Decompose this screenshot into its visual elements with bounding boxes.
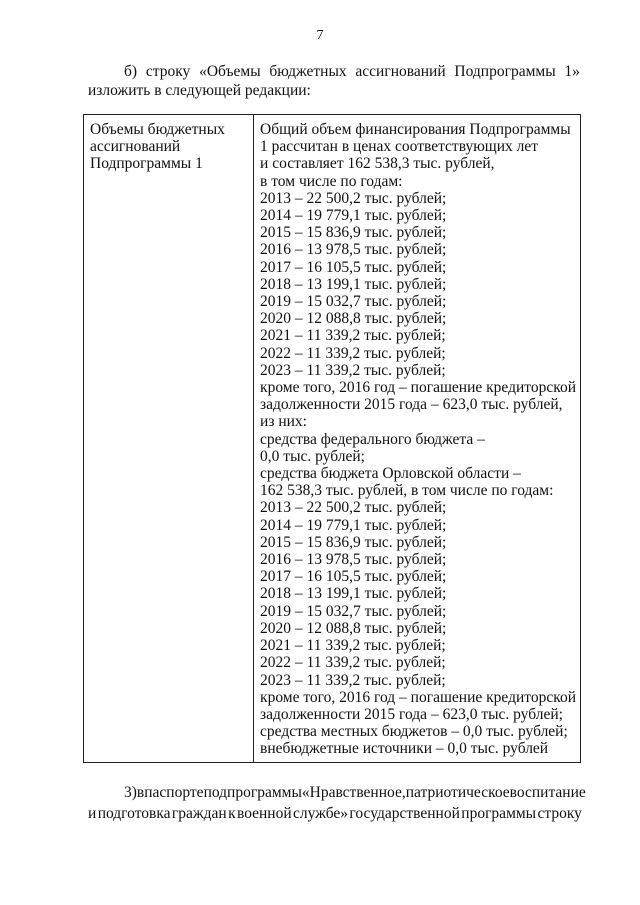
content-line: 2022 – 11 339,2 тыс. рублей; <box>260 654 446 672</box>
content-line: 2017 – 16 105,5 тыс. рублей; <box>260 258 447 276</box>
content-line: 2022 – 11 339,2 тыс. рублей; <box>260 344 446 362</box>
content-line: 2014 – 19 779,1 тыс. рублей; <box>260 516 447 534</box>
content-line: 2021 – 11 339,2 тыс. рублей; <box>260 327 446 345</box>
content-line: 2013 – 22 500,2 тыс. рублей; <box>260 499 447 517</box>
content-line: 2020 – 12 088,8 тыс. рублей; <box>260 310 447 328</box>
outro-word: 3) <box>124 784 137 801</box>
intro-word: бюджетных <box>269 63 347 80</box>
content-line: 0,0 тыс. рублей; <box>260 447 365 465</box>
content-line: 2016 – 13 978,5 тыс. рублей; <box>260 551 447 569</box>
intro-line-1 <box>88 62 580 81</box>
content-line: Общий объем финансирования Подпрограммы <box>260 121 571 138</box>
outro-word: службе» <box>293 805 349 822</box>
content-line: 2018 – 13 199,1 тыс. рублей; <box>260 275 447 293</box>
intro-word: «Объемы <box>199 63 261 80</box>
content-line: из них: <box>260 413 307 431</box>
content-line: 2021 – 11 339,2 тыс. рублей; <box>260 637 446 655</box>
outro-line-2 <box>88 803 582 824</box>
outro-word: подготовка <box>97 805 171 822</box>
outro-word: «Нравственное, <box>301 784 406 801</box>
intro-word: Подпрограммы <box>454 63 556 80</box>
outro-word: и <box>88 805 97 822</box>
content-line: внебюджетные источники – 0,0 тыс. рублей <box>260 740 549 758</box>
content-line: 2020 – 12 088,8 тыс. рублей; <box>260 619 447 637</box>
label-line: ассигнований <box>90 138 181 156</box>
outro-word: граждан <box>171 805 227 822</box>
intro-word: 1» <box>564 63 580 80</box>
budget-table <box>83 114 581 763</box>
intro-word: ассигнований <box>355 63 446 80</box>
outro-word: подпрограммы <box>203 784 302 801</box>
outro-word: военной <box>236 805 292 822</box>
content-line: кроме того, 2016 год – погашение кредиторской <box>260 688 576 706</box>
content-line: 2014 – 19 779,1 тыс. рублей; <box>260 207 447 225</box>
outro-word: программы <box>461 805 537 822</box>
outro-word: паспорте <box>144 784 204 801</box>
content-line: и составляет 162 538,3 тыс. рублей, <box>260 155 495 173</box>
intro-line-2: изложить в следующей редакции: <box>88 82 311 99</box>
content-line: 2023 – 11 339,2 тыс. рублей; <box>260 671 446 689</box>
intro-paragraph <box>88 62 580 100</box>
outro-word: к <box>228 805 236 822</box>
intro-word: б) <box>124 63 138 80</box>
outro-word: воспитание <box>509 784 586 801</box>
outro-line-1 <box>88 782 586 803</box>
content-line: 2016 – 13 978,5 тыс. рублей; <box>260 241 447 259</box>
content-line: 2023 – 11 339,2 тыс. рублей; <box>260 361 446 379</box>
content-line: задолженности 2015 года – 623,0 тыс. рублей, <box>260 396 563 414</box>
content-line: 2019 – 15 032,7 тыс. рублей; <box>260 293 447 311</box>
content-line: 1 рассчитан в ценах соответствующих лет <box>260 138 539 156</box>
outro-word: строку <box>537 805 582 822</box>
outro-paragraph <box>88 782 586 824</box>
content-line: задолженности 2015 года – 623,0 тыс. рублей; <box>260 705 563 723</box>
content-line: 2015 – 15 836,9 тыс. рублей; <box>260 533 447 551</box>
page-number: 7 <box>316 28 324 43</box>
outro-word: в <box>136 784 145 801</box>
intro-word: строку <box>145 63 191 80</box>
content-line: средства местных бюджетов – 0,0 тыс. рублей; <box>260 723 568 741</box>
label-line: Объемы бюджетных <box>90 121 225 138</box>
content-line: 2018 – 13 199,1 тыс. рублей; <box>260 585 447 603</box>
outro-word: государственной <box>349 805 460 822</box>
content-line: 2019 – 15 032,7 тыс. рублей; <box>260 602 447 620</box>
label-line: Подпрограммы 1 <box>90 155 203 173</box>
content-line: 2015 – 15 836,9 тыс. рублей; <box>260 224 447 242</box>
content-line: кроме того, 2016 год – погашение кредиторской <box>260 379 576 397</box>
outro-word: патриотическое <box>405 784 510 801</box>
table-cell-label <box>84 115 254 763</box>
table-cell-content <box>254 115 581 763</box>
content-line: средства федерального бюджета – <box>260 430 485 448</box>
content-line: в том числе по годам: <box>260 172 403 190</box>
content-line: 162 538,3 тыс. рублей, в том числе по годам: <box>260 482 554 500</box>
table-row <box>84 115 581 763</box>
content-line: средства бюджета Орловской области – <box>260 465 521 483</box>
content-line: 2013 – 22 500,2 тыс. рублей; <box>260 189 447 207</box>
content-line: 2017 – 16 105,5 тыс. рублей; <box>260 568 447 586</box>
